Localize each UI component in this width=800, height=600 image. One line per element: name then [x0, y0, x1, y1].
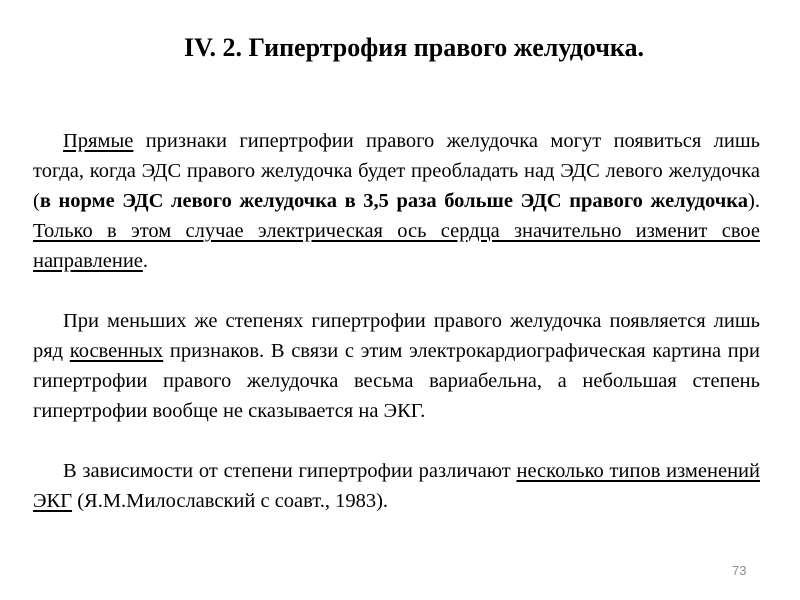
text-segment: .: [142, 250, 149, 272]
text-segment: При меньших же степенях гипертрофии правого желудочка появляется лишь ряд: [33, 310, 760, 362]
text-segment: Только в этом случае электрическая ось сердца значительно изменит свое направление: [33, 220, 760, 272]
slide-title: IV. 2. Гипертрофия правого желудочка.: [184, 33, 644, 62]
slide-body: [33, 126, 760, 516]
paragraph-1: [33, 126, 760, 276]
text-segment: Прямые: [63, 130, 134, 152]
text-segment: в норме ЭДС левого желудочка в 3,5 раза больше ЭДС правого желудочка: [39, 190, 749, 212]
text-segment: ).: [748, 190, 760, 212]
text-segment: В зависимости от степени гипертрофии различают: [63, 460, 517, 482]
text-segment: косвенных: [69, 340, 164, 362]
text-segment: несколько типов изменений ЭКГ: [33, 460, 760, 512]
paragraph-3: [33, 456, 760, 516]
text-segment: признаки гипертрофии правого желудочка могут появиться лишь тогда, когда ЭДС правого желудочка будет преобладать над ЭДС левого желудочка (: [33, 130, 760, 212]
text-segment: признаков. В связи с этим электрокардиографическая картина при гипертрофии правого желудочка весьма вариабельна, а небольшая степень гипертрофии вообще не сказывается на ЭКГ.: [33, 340, 760, 422]
page-number: 73: [732, 563, 747, 578]
text-segment: (Я.М.Милославский с соавт., 1983).: [72, 490, 389, 512]
paragraph-2: [33, 306, 760, 426]
